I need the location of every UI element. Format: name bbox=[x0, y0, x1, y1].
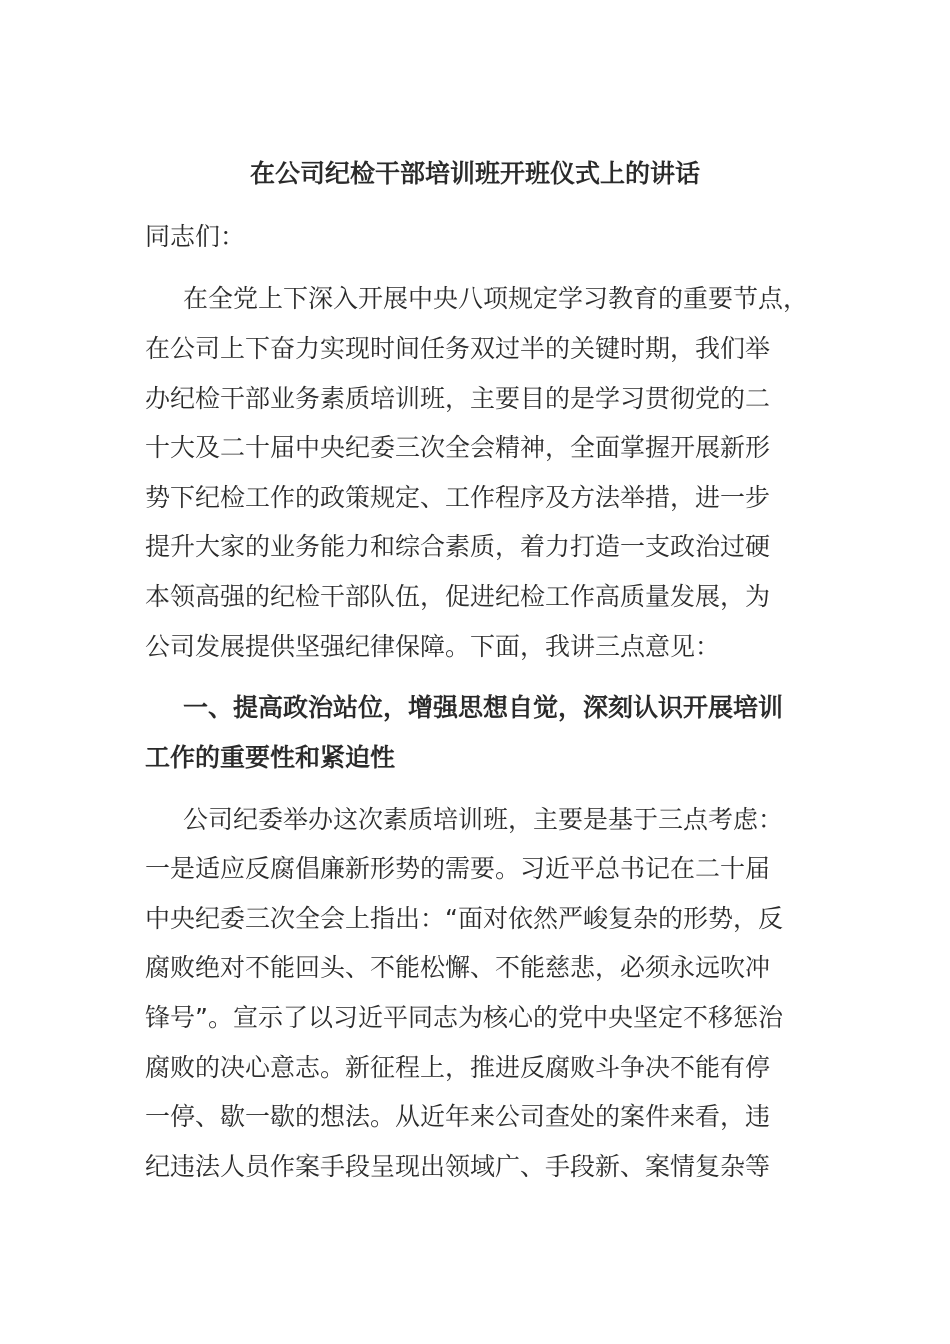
salutation: 同志们： bbox=[145, 222, 246, 251]
paragraph-line: 在全党上下深入开展中央八项规定学习教育的重要节点， bbox=[183, 284, 809, 313]
section-heading: 一、提高政治站位，增强思想自觉，深刻认识开展培训 bbox=[183, 693, 784, 722]
paragraph-line: 纪违法人员作案手段呈现出领域广、手段新、案情复杂等 bbox=[145, 1152, 771, 1181]
paragraph-line: 公司纪委举办这次素质培训班，主要是基于三点考虑： bbox=[183, 805, 784, 834]
paragraph-line: 势下纪检工作的政策规定、工作程序及方法举措，进一步 bbox=[145, 483, 771, 512]
paragraph-line: 在公司上下奋力实现时间任务双过半的关键时期，我们举 bbox=[145, 334, 771, 363]
section-heading: 工作的重要性和紧迫性 bbox=[145, 743, 396, 772]
paragraph-line: 中央纪委三次全会上指出：“面对依然严峻复杂的形势，反 bbox=[145, 904, 783, 933]
document-title: 在公司纪检干部培训班开班仪式上的讲话 bbox=[249, 159, 700, 188]
paragraph-line: 锋号”。宣示了以习近平同志为核心的党中央坚定不移惩治 bbox=[145, 1003, 783, 1032]
paragraph-line: 提升大家的业务能力和综合素质，着力打造一支政治过硬 bbox=[145, 532, 771, 561]
paragraph-line: 一停、歇一歇的想法。从近年来公司查处的案件来看，违 bbox=[145, 1102, 771, 1131]
paragraph-line: 十大及二十届中央纪委三次全会精神，全面掌握开展新形 bbox=[145, 433, 771, 462]
paragraph-line: 腐败绝对不能回头、不能松懈、不能慈悲，必须永远吹冲 bbox=[145, 953, 771, 982]
paragraph-line: 公司发展提供坚强纪律保障。下面，我讲三点意见： bbox=[145, 632, 721, 661]
paragraph-line: 办纪检干部业务素质培训班，主要目的是学习贯彻党的二 bbox=[145, 384, 771, 413]
paragraph-line: 一是适应反腐倡廉新形势的需要。习近平总书记在二十届 bbox=[145, 854, 771, 883]
paragraph-line: 腐败的决心意志。新征程上，推进反腐败斗争决不能有停 bbox=[145, 1053, 771, 1082]
paragraph-line: 本领高强的纪检干部队伍，促进纪检工作高质量发展，为 bbox=[145, 582, 771, 611]
